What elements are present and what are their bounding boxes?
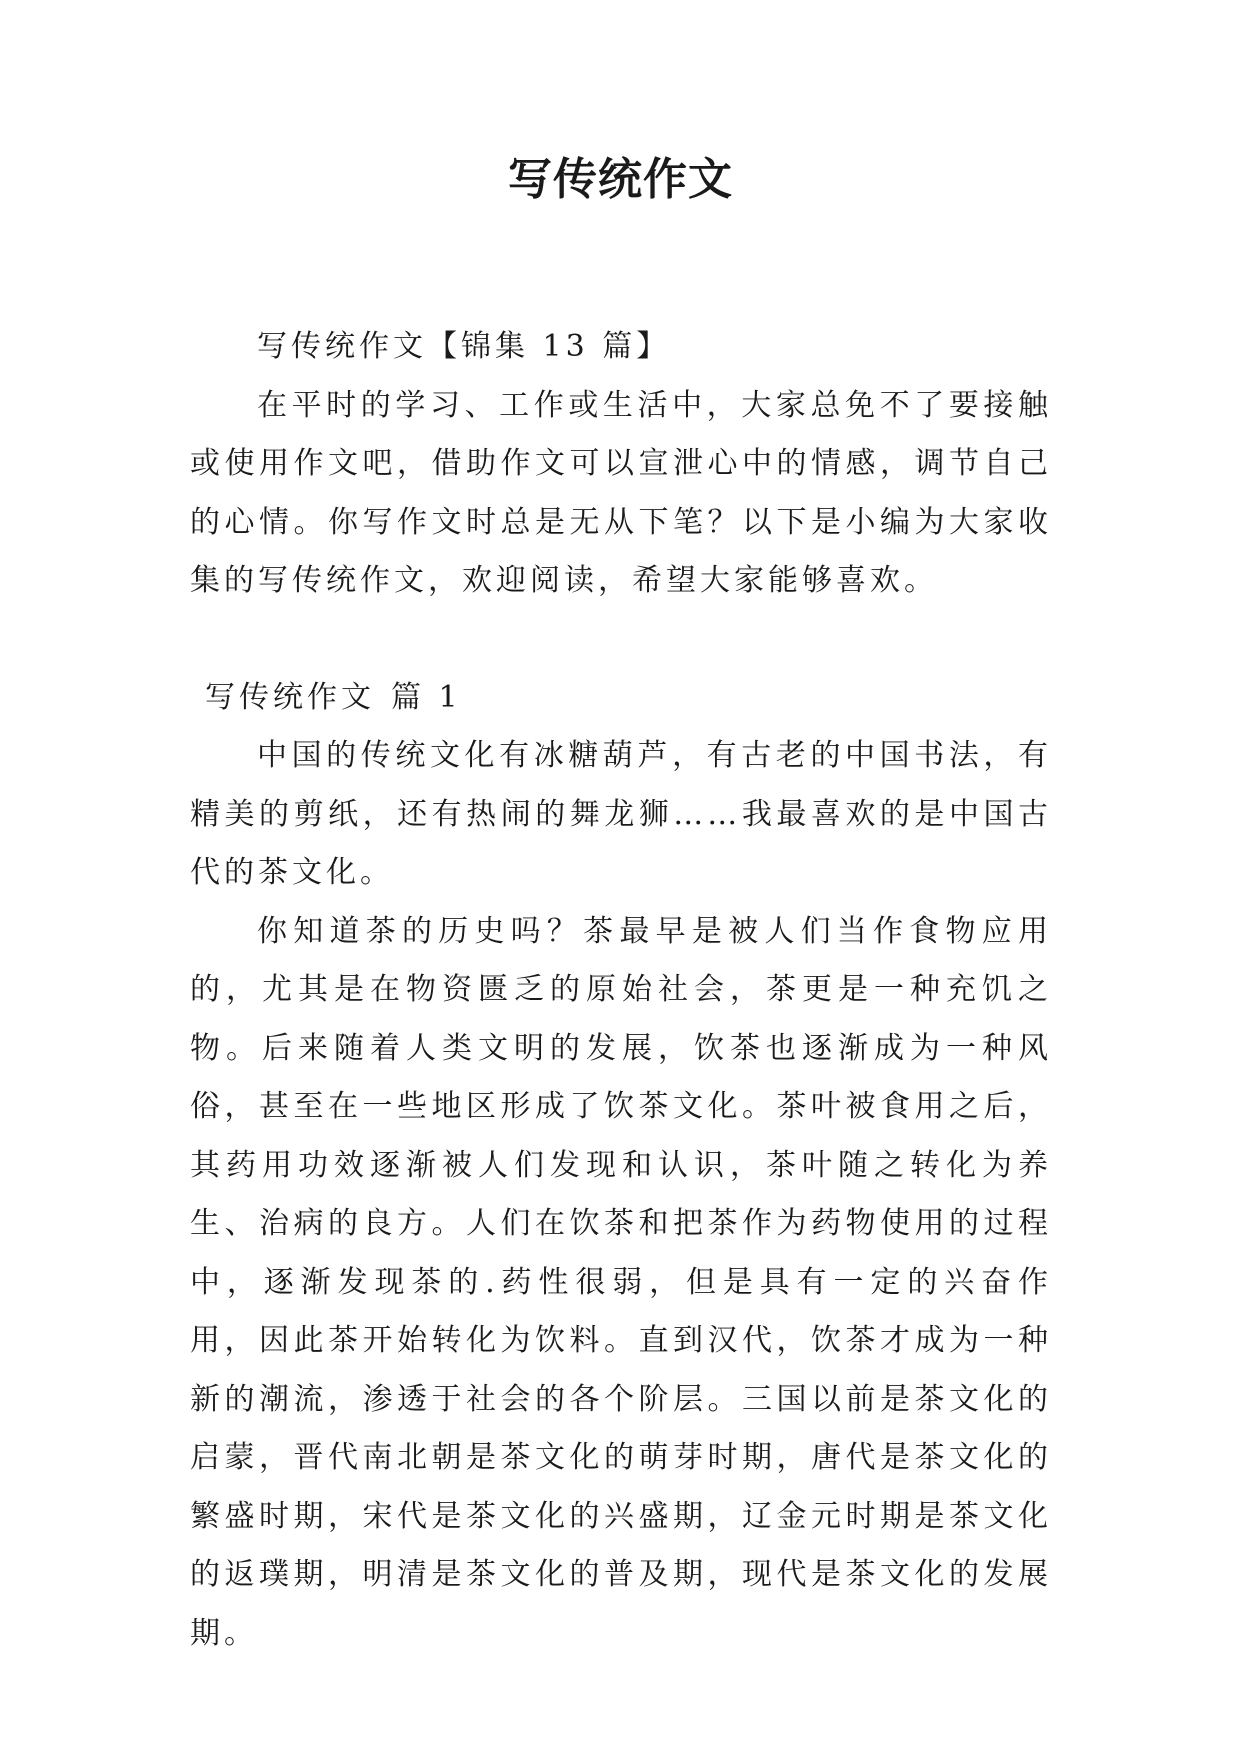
intro-paragraph: 在平时的学习、工作或生活中，大家总免不了要接触或使用作文吧，借助作文可以宣泄心中的情感，调节自己的心情。你写作文时总是无从下笔？以下是小编为大家收集的写传统作文，欢迎阅读，希望大家能够喜欢。 — [190, 387, 1052, 598]
section-heading-number: 篇 1 — [391, 679, 462, 715]
document-title: 写传统作文 — [508, 154, 733, 205]
section-paragraph: 中国的传统文化有冰糖葫芦，有古老的中国书法，有精美的剪纸，还有热闹的舞龙狮……我最喜欢的是中国古代的茶文化。 — [190, 738, 1052, 890]
section-heading — [190, 669, 1052, 728]
section-paragraph: 你知道茶的历史吗？茶最早是被人们当作食物应用的，尤其是在物资匮乏的原始社会，茶更是一种充饥之物。后来随着人类文明的发展，饮茶也逐渐成为一种风俗，甚至在一些地区形成了饮茶文化。茶叶被食用之后，其药用功效逐渐被人们发现和认识，茶叶随之转化为养生、治病的良方。人们在饮茶和把茶作为药物使用的过程中，逐渐发现茶的.药性很弱，但是具有一定的兴奋作用，因此茶开始转化为饮料。直到汉代，饮茶才成为一种新的潮流，渗透于社会的各个阶层。三国以前是茶文化的启蒙，晋代南北朝是茶文化的萌芽时期，唐代是茶文化的繁盛时期，宋代是茶文化的兴盛期，辽金元时期是茶文化的返璞期，明清是茶文化的普及期，现代是茶文化的发展期。 — [190, 913, 1052, 1651]
document-body — [190, 318, 1052, 1663]
subtitle-paragraph: 写传统作文【锦集 13 篇】 — [257, 329, 671, 364]
section-heading-title: 写传统作文 — [205, 679, 375, 715]
section-spacer — [190, 611, 1052, 669]
